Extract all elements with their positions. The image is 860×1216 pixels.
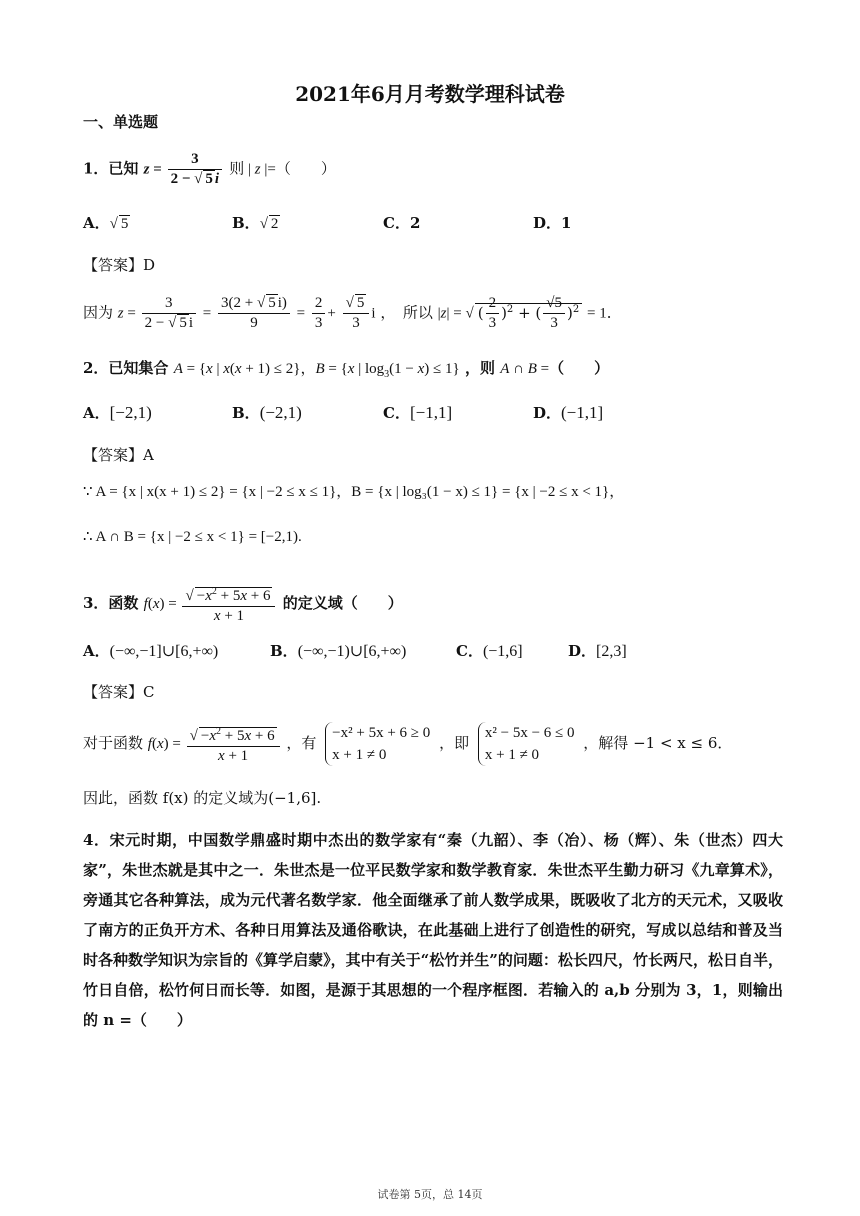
q3-option-c: C．(−1,6] [456,642,523,660]
q2-option-d: D．(−1,1] [533,403,604,422]
q1-answer: 【答案】D [83,256,156,274]
q3-answer: 【答案】C [83,683,155,701]
q1-solution: 因为 z = $\frac{3}{2 - √ 5 i}$ = $\frac{3(2 + √ 5 i)}{9}$ = $\frac{2}{3}$ + $\frac{√ 5}{3}$ i ， 所以 |z| = √ ( $\frac{2}{3}$ )$^2$ + ( $\frac{√5}{3}$ )$^2$ = 1． [83,295,622,331]
q2-answer: 【答案】A [83,446,154,464]
page-title: 2021年6月月考数学理科试卷 [295,82,565,106]
question-2-stem: 2．已知集合 A = {x | x(x + 1) ≤ 2}，B = {x | $\log_3(1 - x) \le 1$} ，则 A ∩ B =（ ） [83,359,610,380]
q3-conclusion: 因此，函数 f(x) 的定义域为(−1,6]. [83,789,322,807]
question-4-text: 4．宋元时期，中国数学鼎盛时期中杰出的数学家有“秦（九韶）、李（冶）、杨（辉）、朱（世杰）四大家”，朱世杰就是其中之一．朱世杰是一位平民数学家和数学教育家．朱世杰平生勤力研习《九章算术》，旁通其它各种算法，成为元代著名数学家．他全面继承了前人数学成果，既吸收了北方的天元术，又吸收了南方的正负开方术、各种日用算法及通俗歌诀，在此基础上进行了创造性的研究，写成以总结和普及当时各种数学知识为宗旨的《算学启蒙》，其中有关于“松竹并生”的问题：松长四尺，竹长两尺，松日自半，竹日自倍，松竹何日而长等．如图，是源于其思想的一个程序框图．若输入的 a,b 分别为 3，1，则输出的 n =（ ） [83,831,783,1029]
q1-option-d: D．1 [533,214,572,232]
q2-solution-line-2: ∴ A ∩ B = {x | −2 ≤ x < 1} = [−2,1). [83,529,302,545]
q3-option-b: B．(−∞,−1)∪[6,+∞) [270,642,407,660]
page-footer: 试卷第 5页，总 14页 [377,1188,483,1201]
q2-option-c: C．[−1,1] [383,403,453,422]
q3-solution: 对于函数 f(x) = $\frac{√ -x^2 + 5x + 6}{x + 1}$ ，有 −x² + 5x + 6 ≥ 0 x + 1 ≠ 0 ，即 x² − 5x − 6 ≤ 0 x + 1 ≠ 0 ，解得 −1 < x ≤ 6． [83,722,732,766]
q1-option-b: B．√ 2 [232,214,279,232]
q2-option-a: A．[−2,1) [83,403,152,422]
question-1-stem: 1．已知 z = $\frac{3}{2 - √ 5 i}$ 则 | z |=（ ） [83,151,336,187]
q2-option-b: B．(−2,1) [232,403,302,422]
q2-solution-line-1: ∵ A = {x | x(x + 1) ≤ 2} = {x | −2 ≤ x ≤ 1}，B = {x | log₃(1 − x) ≤ 1} = {x | −2 ≤ x < 1}， [83,484,625,500]
section-heading: 一、单选题 [83,113,159,131]
q1-option-a: A．√ 5 [83,214,129,232]
question-3-stem: 3．函数 f(x) = $\frac{√ -x^2 + 5x + 6}{x + 1}$ 的定义域（ ） [83,582,403,626]
q1-option-c: C．2 [383,214,421,232]
q3-option-a: A．(−∞,−1]∪[6,+∞) [83,642,219,660]
q3-option-d: D．[2,3] [568,642,627,660]
